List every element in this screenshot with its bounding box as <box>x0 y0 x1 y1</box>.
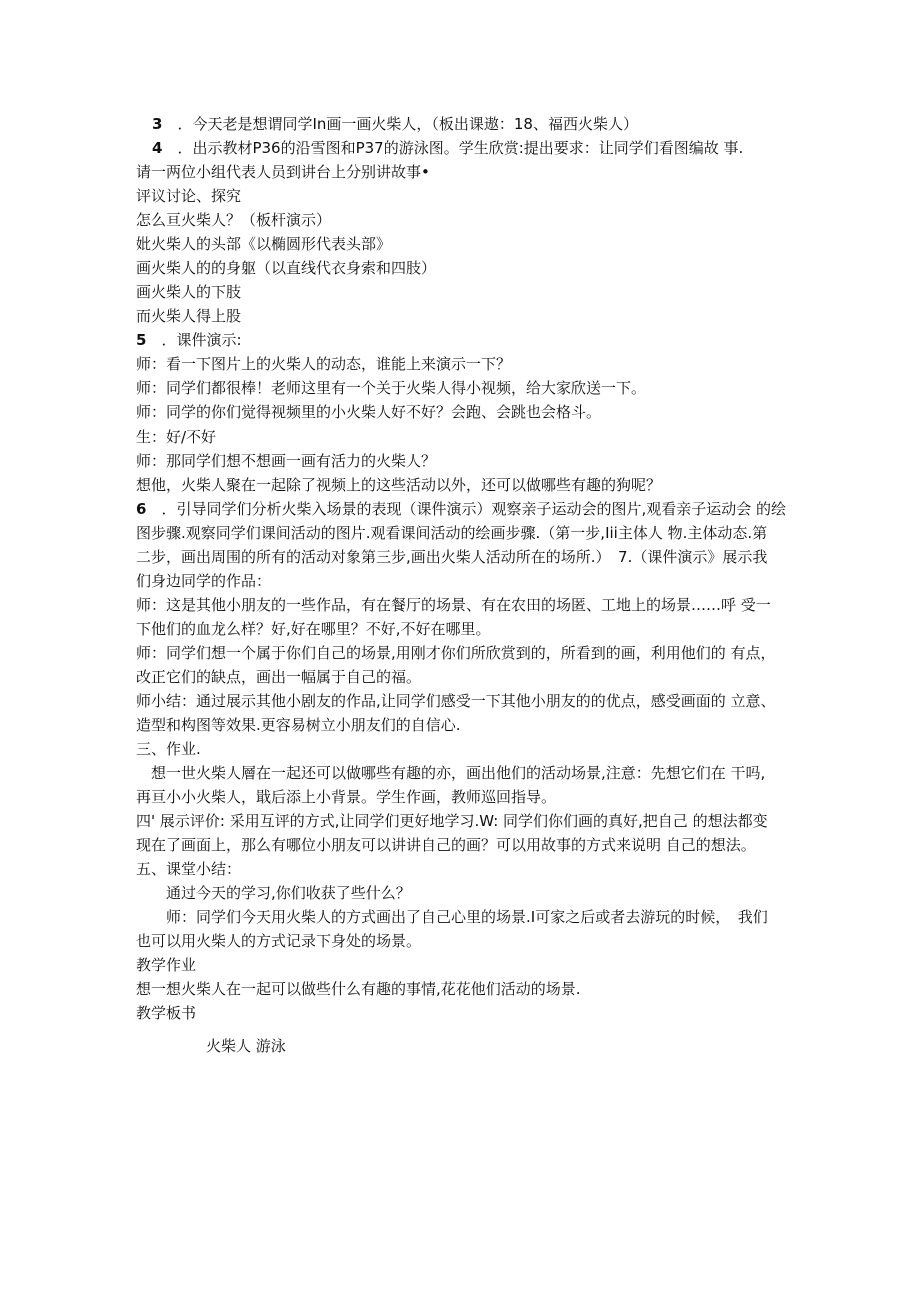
item-number: 6 <box>136 500 147 518</box>
text-line <box>152 138 743 158</box>
text-line <box>136 330 242 350</box>
text-line: 想一想火柴人在一起可以做些什么有趣的事情,花花他们活动的场景. <box>136 980 581 998</box>
text-line: 再亘小小火柴人，戢后添上小背景。学生作画，教师巡回指导。 <box>136 788 557 806</box>
text-line: 画火柴人的下肢 <box>136 283 242 301</box>
text-line: 画火柴人的的身躯（以直线代衣身索和四肢） <box>136 259 437 277</box>
text-line: 也可以用火柴人的方式记录下身处的场景。 <box>136 932 422 950</box>
text-line: 下他们的血龙么样？好,好在哪里？不好,不好在哪里。 <box>136 620 491 638</box>
text-line: 生：好/不好 <box>136 428 217 446</box>
text-line: 通过今天的学习,你们收获了些什么？ <box>136 884 411 902</box>
text-line: 师：同学们都很棒！老师这里有一个关于火柴人得小视频，给大家欣送一下。 <box>136 379 647 397</box>
text-line: 师：那同学们想不想画一画有活力的火柴人？ <box>136 452 437 470</box>
section-heading: 教学作业 <box>136 956 197 974</box>
text-line: 造型和构图等效果.更容易树立小朋友们的自信心. <box>136 716 461 734</box>
text-line: 师：同学的你们觉得视频里的小火柴人好不好？会跑、会跳也会格斗。 <box>136 403 602 421</box>
section-heading: 五、课堂小结： <box>136 860 242 878</box>
text-line: 师：同学们今天用火柴人的方式画出了自己心里的场景.I可家之后或者去游玩的时候， 我们 <box>136 908 768 926</box>
text-line: 师：看一下图片上的火柴人的动态，谁能上来演示一下？ <box>136 355 512 373</box>
text-line: 现在了画面上，那么有哪位小朋友可以讲讲自己的画？可以用故事的方式来说明 自己的想法。 <box>136 836 756 854</box>
text-line: 图步骤.观察同学们课间活动的图片.观看课间活动的绘画步骤.（第一步,Iii主体人 物.主体动态.第 <box>136 524 768 542</box>
section-heading: 三、作业. <box>136 740 201 758</box>
text-line: 们身边同学的作品： <box>136 572 272 590</box>
item-number: 3 <box>152 115 163 133</box>
text-line: 评议讨论、探究 <box>136 187 242 205</box>
line-text: ．出示教材P36的沿雪图和P37的游泳图。学生欣赏:提出要求：让同学们看图编故 事. <box>177 139 744 157</box>
text-line: 改正它们的缺点，画出一幅属于自己的福。 <box>136 668 422 686</box>
board-writing: 火柴人 游泳 <box>206 1037 286 1055</box>
line-text: ．课件演示: <box>161 331 242 349</box>
text-line: 妣火柴人的头部《以椭圆形代表头部》 <box>136 235 392 253</box>
text-line: 师小结：通过展示其他小剧友的作品,让同学们感受一下其他小朋友的的优点，感受画面的 立意、 <box>136 692 776 710</box>
text-line: 想他，火柴人聚在一起除了视频上的这些活动以外，还可以做哪些有趣的狗呢？ <box>136 476 662 494</box>
text-line: 二步，画出周围的所有的活动对象第三步,画出火柴人活动所在的场所.） 7.（课件演示》展示我 <box>136 548 768 566</box>
section-heading: 教学板书 <box>136 1004 197 1022</box>
line-text: ．引导同学们分析火柴入场景的表现（课件演示）观察亲子运动会的图片,观看亲子运动会 的绘 <box>161 500 786 518</box>
item-number: 5 <box>136 331 147 349</box>
item-number: 4 <box>152 139 163 157</box>
text-line: 请一两位小组代表人员到讲台上分别讲故事• <box>136 163 430 181</box>
text-line: 师：同学们想一个属于你们自己的场景,用刚才你们所欣赏到的，所看到的画，利用他们的 有点， <box>136 644 776 662</box>
text-line: 师：这是其他小朋友的一些作品，有在餐厅的场景、有在农田的场匿、工地上的场景……呼 受一 <box>136 596 771 614</box>
text-line: 想一世火柴人層在一起还可以做哪些有趣的亦，画出他们的活动场景,注意：先想它们在 干吗, <box>136 764 766 782</box>
text-line: 怎么亘火柴人？（板杆演示） <box>136 211 332 229</box>
text-line <box>152 114 638 134</box>
text-line: 四' 展示评价: 采用互评的方式,让同学们更好地学习.W: 同学们你们画的真好,把自己 的想法都变 <box>136 812 768 830</box>
line-text: ．今天老是想谓同学In画一画火柴人，（板出课遨：18、福西火柴人） <box>177 115 638 133</box>
text-line: 而火柴人得上股 <box>136 307 242 325</box>
text-line <box>136 499 786 519</box>
